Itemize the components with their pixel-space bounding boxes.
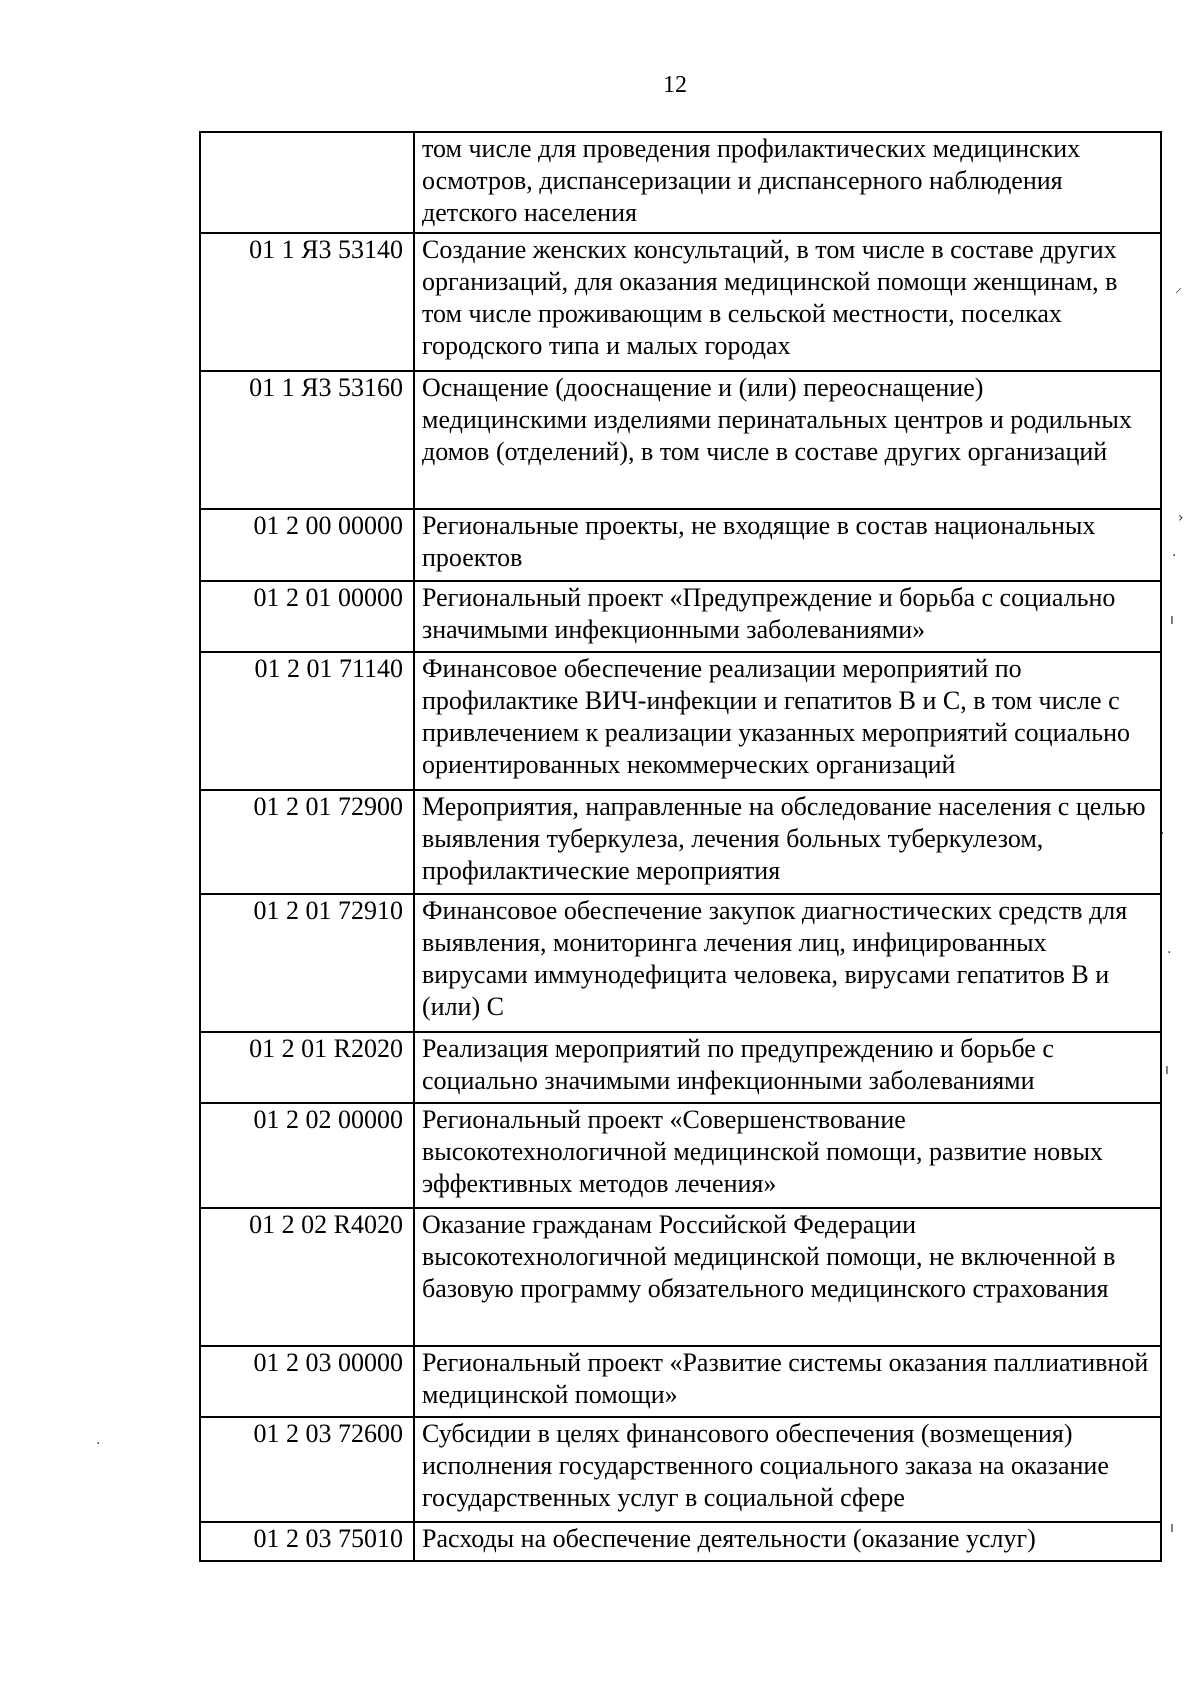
row-description: Региональный проект «Предупреждение и борьба с социально значимыми инфекционными заболеваниями» [414, 581, 1161, 652]
scan-mark: · [1172, 548, 1177, 564]
row-code: 01 1 Я3 53160 [200, 371, 414, 509]
row-description: Субсидии в целях финансового обеспечения (возмещения) исполнения государственного социального заказа на оказание государственных услуг в социальной сфере [414, 1417, 1161, 1522]
row-code: 01 2 02 R4020 [200, 1208, 414, 1346]
row-code: 01 2 01 R2020 [200, 1032, 414, 1103]
row-code [200, 132, 414, 233]
table-row [200, 132, 1161, 233]
scan-mark: · [96, 1436, 101, 1452]
table-row [200, 581, 1161, 652]
row-code: 01 2 01 00000 [200, 581, 414, 652]
row-description: Расходы на обеспечение деятельности (оказание услуг) [414, 1522, 1161, 1561]
row-description: Оказание гражданам Российской Федерации высокотехнологичной медицинской помощи, не включенной в базовую программу обязательного медицинского страхования [414, 1208, 1161, 1346]
row-description: Создание женских консультаций, в том числе в составе других организаций, для оказания медицинской помощи женщинам, в том числе проживающим в сельской местности, поселках городского типа и малых городах [414, 233, 1161, 371]
budget-classification-table [199, 131, 1165, 1562]
row-code: 01 2 03 72600 [200, 1417, 414, 1522]
scan-mark: ı [1170, 612, 1174, 628]
scan-mark: ⸝ [1175, 280, 1182, 296]
table-row [200, 894, 1161, 1032]
row-code: 01 2 01 71140 [200, 652, 414, 790]
scan-mark: · [1160, 826, 1165, 842]
row-description: Региональный проект «Совершенствование высокотехнологичной медицинской помощи, развитие новых эффективных методов лечения» [414, 1103, 1161, 1208]
scan-mark: · [1167, 945, 1172, 961]
scan-mark: ı [1170, 1520, 1174, 1536]
table-row [200, 1032, 1161, 1103]
table-row [200, 233, 1161, 371]
row-code: 01 2 01 72910 [200, 894, 414, 1032]
row-description: Мероприятия, направленные на обследование населения с целью выявления туберкулеза, лечения больных туберкулезом, профилактические мероприятия [414, 790, 1161, 894]
table-row [200, 509, 1161, 581]
table-row [200, 1103, 1161, 1208]
page-number: 12 [663, 72, 687, 98]
row-description: том числе для проведения профилактических медицинских осмотров, диспансеризации и диспансерного наблюдения детского населения [414, 132, 1161, 233]
row-code: 01 2 03 75010 [200, 1522, 414, 1561]
row-code: 01 2 01 72900 [200, 790, 414, 894]
scan-mark: › [1178, 510, 1184, 526]
table-row [200, 652, 1161, 790]
row-code: 01 2 03 00000 [200, 1346, 414, 1417]
table-row [200, 1208, 1161, 1346]
row-description: Региональные проекты, не входящие в состав национальных проектов [414, 509, 1161, 581]
row-code: 01 2 00 00000 [200, 509, 414, 581]
table-row [200, 1417, 1161, 1522]
row-code: 01 1 Я3 53140 [200, 233, 414, 371]
table-row [200, 790, 1161, 894]
row-description: Региональный проект «Развитие системы оказания паллиативной медицинской помощи» [414, 1346, 1161, 1417]
table-row [200, 371, 1161, 509]
scan-mark: ı [1165, 1062, 1169, 1078]
row-code: 01 2 02 00000 [200, 1103, 414, 1208]
row-description: Финансовое обеспечение закупок диагностических средств для выявления, мониторинга лечения лиц, инфицированных вирусами иммунодефицита человека, вирусами гепатитов В и (или) С [414, 894, 1161, 1032]
row-description: Финансовое обеспечение реализации мероприятий по профилактике ВИЧ-инфекции и гепатитов В и С, в том числе с привлечением к реализации указанных мероприятий социально ориентированных некоммерческих организаций [414, 652, 1161, 790]
row-description: Оснащение (дооснащение и (или) переоснащение) медицинскими изделиями перинатальных центров и родильных домов (отделений), в том числе в составе других организаций [414, 371, 1161, 509]
table-row [200, 1522, 1161, 1561]
table-row [200, 1346, 1161, 1417]
table-body [200, 132, 1161, 1561]
row-description: Реализация мероприятий по предупреждению и борьбе с социально значимыми инфекционными заболеваниями [414, 1032, 1161, 1103]
